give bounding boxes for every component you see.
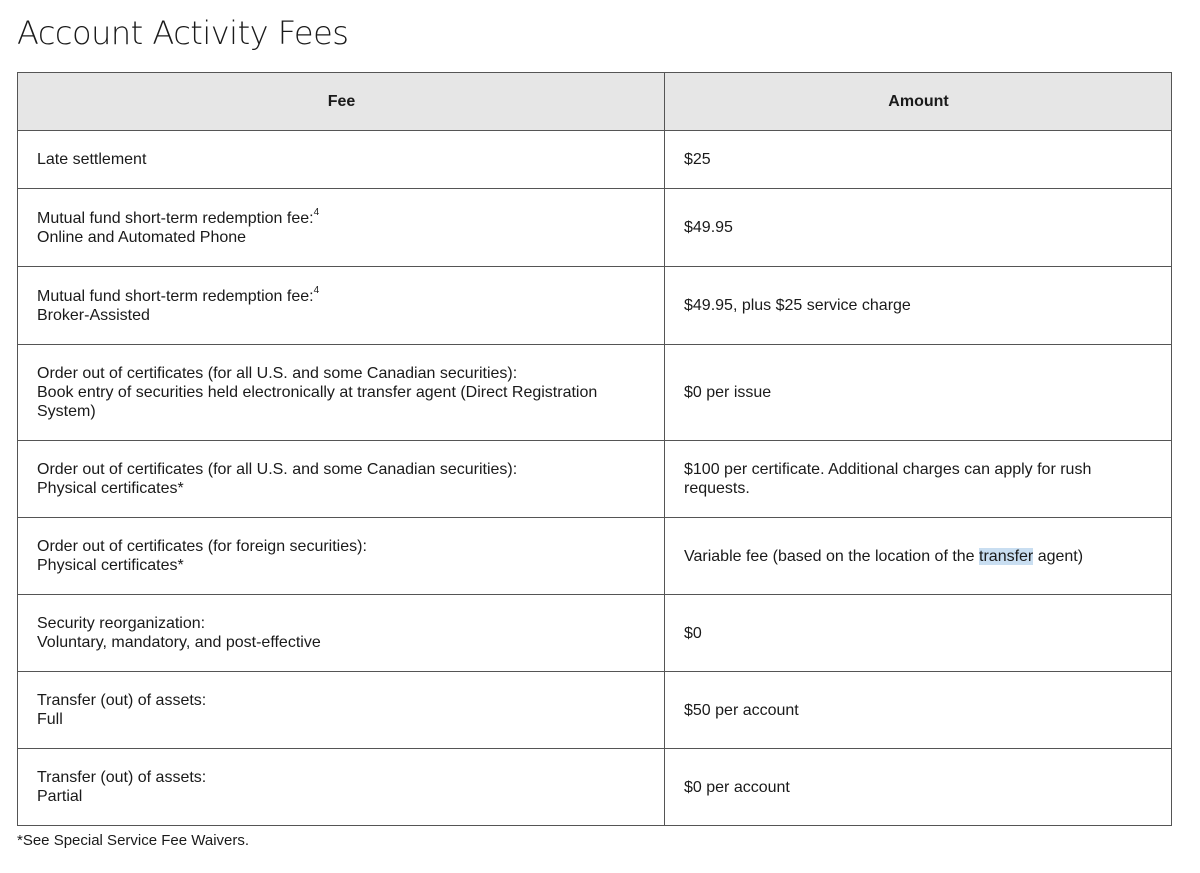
amount-cell: $0 per issue [665,345,1172,441]
fee-label: Order out of certificates (for all U.S. and some Canadian securities): [37,365,518,382]
fee-label: Mutual fund short-term redemption fee:$^4$ [37,285,320,305]
table-row [18,131,1172,189]
amount-cell: $25 [665,131,1172,189]
fee-cell [18,345,665,441]
column-header-amount: Amount [665,73,1172,131]
amount-cell: $49.95, plus $25 service charge [665,267,1172,345]
amount-cell: $50 per account [665,672,1172,749]
fee-detail: Broker-Assisted [37,306,150,324]
footnote: *See Special Service Fee Waivers. [17,832,250,849]
amount-cell: $100 per certificate. Additional charges can apply for rush requests. [665,441,1172,518]
fee-detail: Physical certificates* [37,480,184,497]
fee-label: Transfer (out) of assets: [37,769,207,786]
fee-detail: Voluntary, mandatory, and post-effective [37,634,321,651]
table-row [18,441,1172,518]
fee-cell [18,189,665,267]
fee-label: Order out of certificates (for foreign securities): [37,538,367,555]
fee-cell [18,267,665,345]
fee-detail: Partial [37,788,83,805]
fee-cell [18,131,665,189]
amount-cell: Variable fee (based on the location of the transfer agent) [665,518,1172,595]
fee-label: Mutual fund short-term redemption fee:$^4$ [37,207,320,227]
fee-label: Security reorganization: [37,615,206,632]
table-row [18,749,1172,826]
table-row [18,189,1172,267]
footnote-marker: 4 [313,207,320,219]
amount-cell: $0 [665,595,1172,672]
fee-detail: Online and Automated Phone [37,228,247,246]
fee-cell [18,595,665,672]
table-row [18,518,1172,595]
fee-label: Late settlement [37,151,147,168]
fee-cell [18,672,665,749]
table-row [18,672,1172,749]
fee-cell [18,518,665,595]
page-title: Account Activity Fees [17,14,349,52]
table-row [18,267,1172,345]
fee-label: Order out of certificates (for all U.S. and some Canadian securities): [37,461,518,478]
table-row [18,345,1172,441]
amount-cell: $0 per account [665,749,1172,826]
amount-cell: $49.95 [665,189,1172,267]
fee-cell [18,441,665,518]
fee-cell [18,749,665,826]
column-header-fee: Fee [18,73,665,131]
fee-detail: Book entry of securities held electronically at transfer agent (Direct Registration System) [37,384,598,420]
fees-table [17,72,1172,826]
fee-detail: Full [37,711,63,728]
text-selection-highlight[interactable]: transfer [979,547,1034,565]
table-row [18,595,1172,672]
table-header-row [18,73,1172,131]
footnote-marker: 4 [313,285,320,297]
fee-label: Transfer (out) of assets: [37,692,207,709]
fee-detail: Physical certificates* [37,557,184,574]
